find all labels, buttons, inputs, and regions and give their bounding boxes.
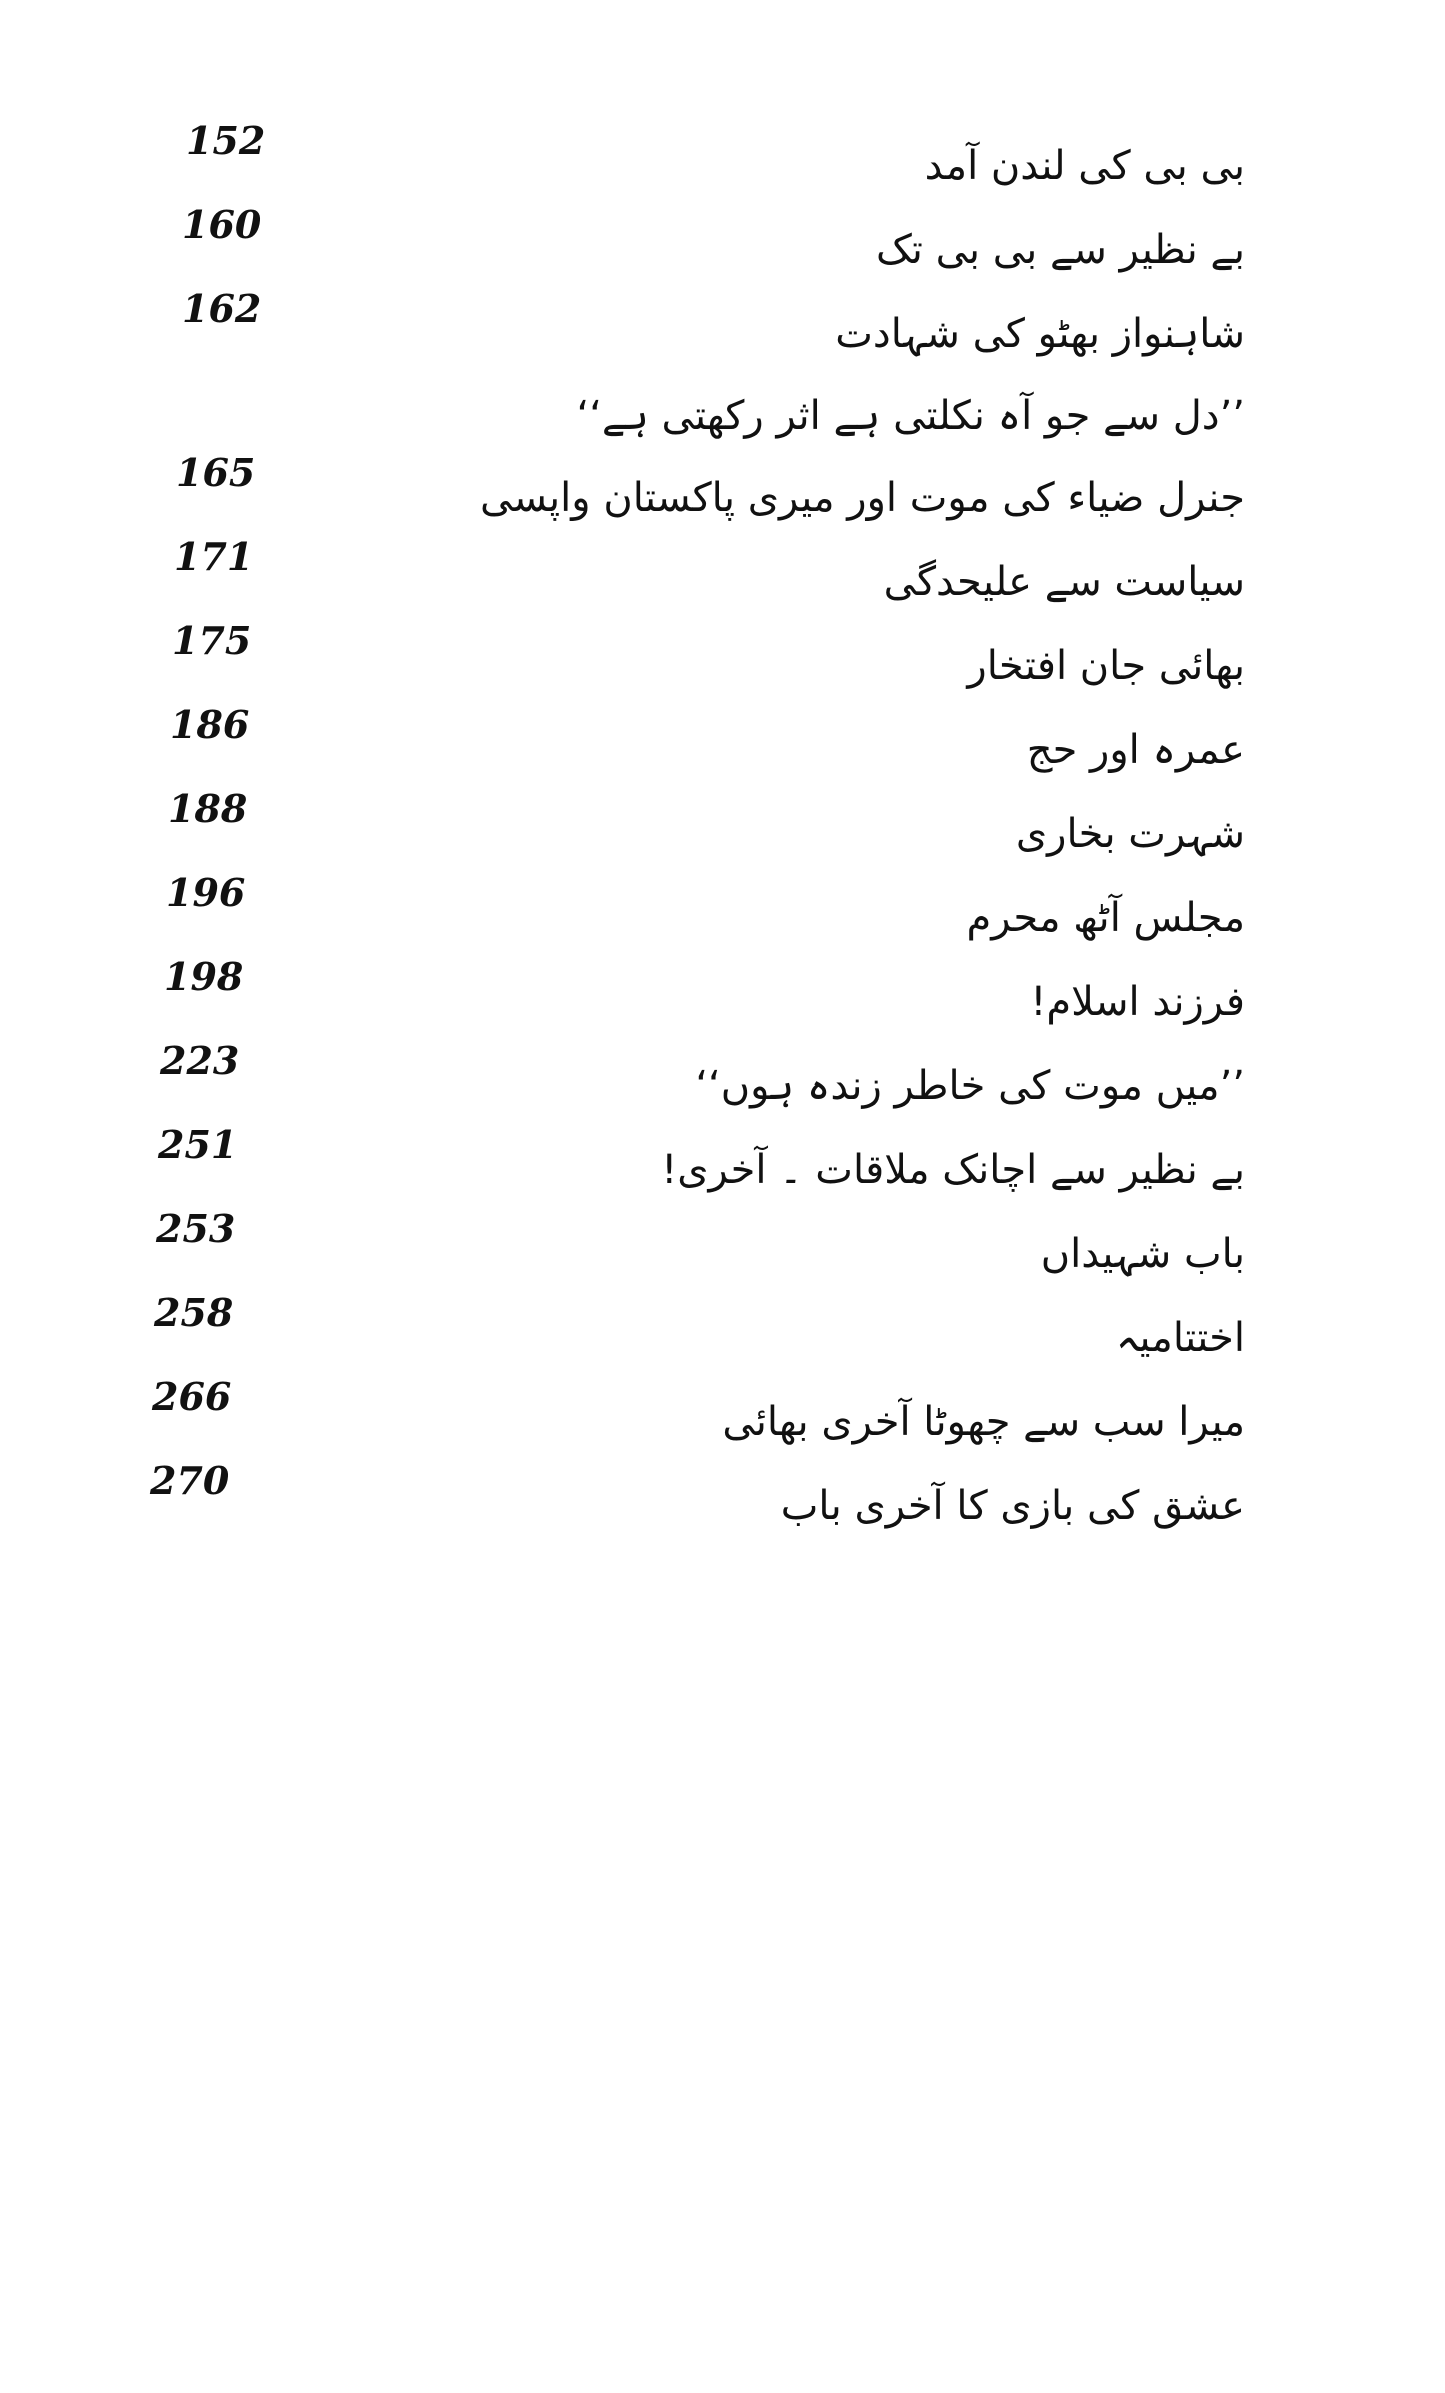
toc-entry bbox=[0, 1038, 1445, 1128]
toc-entry bbox=[0, 374, 1445, 458]
toc-title: بے نظیر سے بی بی تک bbox=[875, 227, 1245, 273]
toc-page-number: 160 bbox=[182, 202, 262, 247]
toc-title: میرا سب سے چھوٹا آخری بھائی bbox=[722, 1399, 1245, 1445]
toc-page-number: 198 bbox=[164, 954, 244, 999]
toc-title: باب شہیداں bbox=[1040, 1231, 1245, 1277]
toc-entry bbox=[0, 702, 1445, 792]
toc-entry bbox=[0, 618, 1445, 708]
toc-entry bbox=[0, 786, 1445, 876]
toc-page-number: 223 bbox=[160, 1038, 240, 1083]
toc-page-number: 162 bbox=[182, 286, 262, 331]
toc-entry bbox=[0, 118, 1445, 208]
toc-title: ’’دل سے جو آہ نکلتی ہے اثر رکھتی ہے‘‘ bbox=[576, 393, 1245, 439]
toc-title: فرزند اسلام! bbox=[1030, 979, 1245, 1025]
toc-entry bbox=[0, 286, 1445, 376]
toc-page-number: 253 bbox=[156, 1206, 236, 1251]
toc-entry bbox=[0, 1458, 1445, 1548]
toc-title: ’’میں موت کی خاطر زندہ ہوں‘‘ bbox=[695, 1063, 1245, 1109]
toc-page-number: 171 bbox=[174, 534, 254, 579]
toc-title: جنرل ضیاء کی موت اور میری پاکستان واپسی bbox=[480, 475, 1245, 521]
toc-entry bbox=[0, 954, 1445, 1044]
toc-page-number: 186 bbox=[170, 702, 250, 747]
toc-page-number: 270 bbox=[150, 1458, 230, 1503]
toc-page-number: 188 bbox=[168, 786, 248, 831]
toc-page-number: 152 bbox=[186, 118, 266, 163]
toc-entry bbox=[0, 1206, 1445, 1296]
toc-title: بھائی جان افتخار bbox=[967, 643, 1245, 689]
toc-page-number: 175 bbox=[172, 618, 252, 663]
toc-page-number: 258 bbox=[154, 1290, 234, 1335]
toc-page-number: 251 bbox=[158, 1122, 238, 1167]
toc-entry bbox=[0, 1290, 1445, 1380]
toc-entry bbox=[0, 450, 1445, 540]
toc-page-number: 266 bbox=[152, 1374, 232, 1419]
toc-title: مجلس آٹھ محرم bbox=[966, 895, 1245, 941]
toc-page-number: 196 bbox=[166, 870, 246, 915]
toc-page-number: 165 bbox=[176, 450, 256, 495]
toc-title: شہرت بخاری bbox=[1015, 811, 1245, 857]
toc-title: شاہنواز بھٹو کی شہادت bbox=[835, 311, 1245, 357]
toc-entry bbox=[0, 202, 1445, 292]
toc-entry bbox=[0, 534, 1445, 624]
toc-title: اختتامیہ bbox=[1115, 1315, 1245, 1361]
toc-title: بے نظیر سے اچانک ملاقات ۔ آخری! bbox=[661, 1147, 1245, 1193]
toc-title: سیاست سے علیحدگی bbox=[883, 559, 1245, 605]
toc-title: بی بی کی لندن آمد bbox=[924, 143, 1245, 189]
toc-title: عمرہ اور حج bbox=[1026, 727, 1245, 773]
toc-entry bbox=[0, 1122, 1445, 1212]
toc-entry bbox=[0, 1374, 1445, 1464]
toc-title: عشق کی بازی کا آخری باب bbox=[780, 1483, 1245, 1529]
toc-entry bbox=[0, 870, 1445, 960]
